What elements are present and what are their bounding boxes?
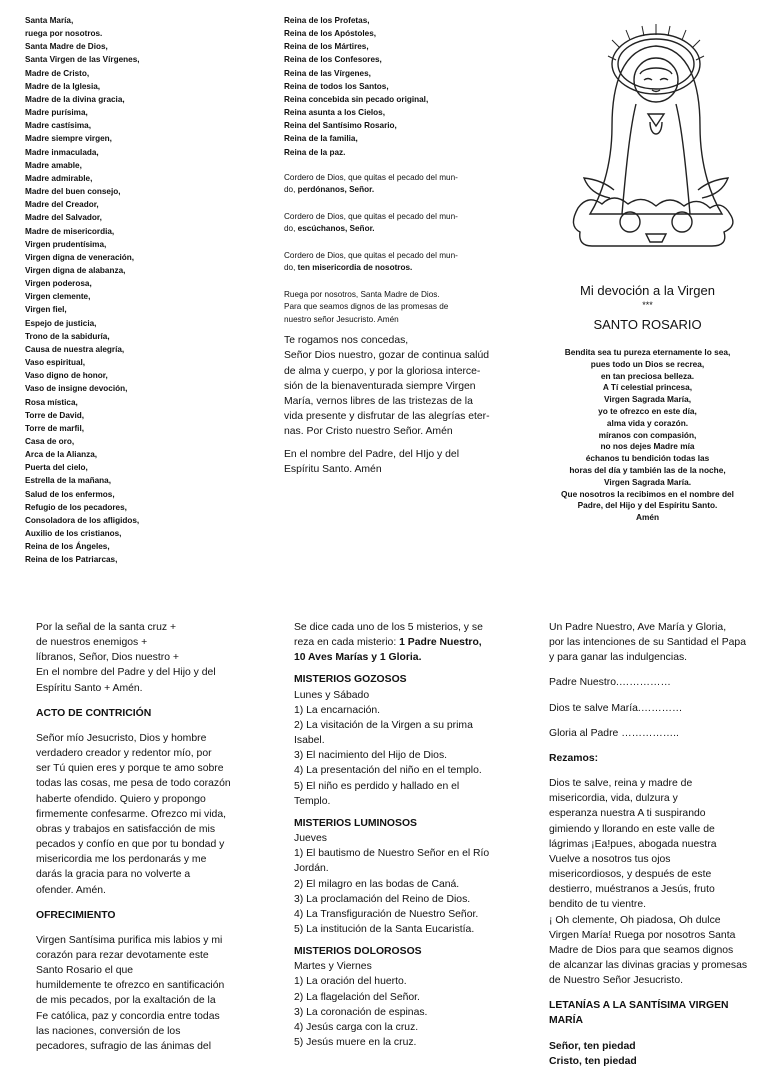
litany-line: Madre del Creador,	[25, 200, 99, 210]
letanias-title: LETANÍAS A LA SANTÍSIMA VIRGEN	[549, 1000, 729, 1012]
mystery-group-title: MISTERIOS LUMINOSOS	[294, 817, 417, 829]
litany-line: Reina de los Profetas,	[284, 16, 370, 25]
litany-line: Reina de los Confesores,	[284, 55, 382, 65]
litany-line: Madre admirable,	[25, 173, 93, 183]
litany-line: Virgen digna de veneración,	[25, 252, 135, 262]
cover-stars: ***	[642, 300, 653, 310]
mystery-item: 5) Jesús muere en la cruz.	[294, 1037, 417, 1049]
agnus-dei-invocation: Cordero de Dios, que quitas el pecado del mun- do, ten misericordia de nosotros.	[284, 250, 458, 273]
ofrecimiento-line: Santo Rosario el que	[36, 965, 134, 977]
salve-line: misericordia, vida, dulzura y	[549, 793, 678, 805]
litany-line: Reina de la paz.	[284, 147, 346, 157]
acto-line: verdadero creador y redentor mío, por	[36, 748, 212, 760]
ofrecimiento-line: corazón para rezar devotamente este	[36, 949, 209, 961]
litany-line: Reina de los Ángeles,	[25, 542, 110, 552]
litany-line: Madre del Salvador,	[25, 213, 102, 223]
litany-line: Estrella de la mañana,	[25, 476, 112, 486]
litany-line: Torre de David,	[25, 410, 84, 420]
intro-line: Se dice cada uno de los 5 misterios, y se	[294, 622, 483, 633]
cover-prayer-line: Bendita sea tu pureza eternamente lo sea,	[564, 347, 731, 357]
litany-line: Puerta del cielo,	[25, 463, 88, 473]
acto-line: ser Tú quien eres y porque te amo sobre	[36, 763, 224, 775]
litany-line: Consoladora de los afligidos,	[25, 515, 140, 525]
agnus-dei-invocation: Cordero de Dios, que quitas el pecado del mun- do, perdónanos, Señor.	[284, 172, 458, 195]
oremos-line: vida presente y disfrutar de las alegrías eter-	[284, 411, 490, 423]
mystery-item: 1) La encarnación.	[294, 704, 381, 716]
intro-line: 10 Aves Marías y 1 Gloria.	[294, 652, 422, 664]
senal-de-la-cruz	[36, 620, 246, 696]
mystery-item: 1) La oración del huerto.	[294, 976, 407, 988]
cover-section	[545, 282, 750, 524]
cristo-ten-piedad: Cristo, ten piedad	[549, 1055, 637, 1067]
litany-line: Virgen prudentísima,	[25, 239, 107, 249]
virgin-mary-illustration	[560, 18, 752, 258]
litany-column-2-section	[284, 14, 514, 477]
cover-prayer-line: yo te ofrezco en este día,	[598, 405, 697, 416]
salve-line: lágrimas ¡Ea!pues, abogada nuestra	[549, 838, 717, 850]
nombre-line: Espíritu Santo. Amén	[284, 463, 382, 475]
oremos-line: María, vernos libres de las tristezas de la	[284, 396, 473, 408]
rezamos-title: Rezamos:	[549, 752, 599, 764]
mystery-item: 4) La presentación del niño en el templo.	[294, 765, 482, 777]
intention-line: Un Padre Nuestro, Ave María y Gloria,	[549, 622, 727, 633]
salve-line: esperanza nuestra A ti suspirando	[549, 808, 706, 820]
litany-line: Madre amable,	[25, 160, 82, 170]
cover-prayer-line: míranos con compasión,	[598, 429, 697, 440]
oremos-line: Señor Dios nuestro, gozar de continua salúd	[284, 350, 490, 362]
cover-prayer-line: Virgen Sagrada María,	[604, 394, 691, 405]
letanias-title: MARÍA	[549, 1015, 584, 1027]
acto-line: darás la gracia para no volverte a	[36, 869, 191, 881]
ruega-line: Ruega por nosotros, Santa Madre de Dios.	[284, 289, 440, 299]
litany-line: Reina de los Mártires,	[284, 42, 369, 52]
gloria-line: Gloria al Padre ……………..	[549, 727, 679, 739]
mystery-item: 3) La proclamación del Reino de Dios.	[294, 893, 471, 905]
salve-line: Madre de Dios para que seamos dignos	[549, 944, 734, 956]
salve-line: Dios te salve, reina y madre de	[549, 778, 693, 790]
litany-line: Torre de marfil,	[25, 423, 84, 433]
oremos-line: sión de la bienaventurada siempre Virgen	[284, 380, 476, 392]
cover-prayer-line: no nos dejes Madre mía	[600, 441, 695, 452]
nombre-line: En el nombre del Padre, del HIjo y del	[284, 448, 460, 460]
cover-prayer-line: échanos tu bendición todas las	[585, 453, 710, 464]
mystery-days: Martes y Viernes	[294, 961, 372, 973]
litany-line: Virgen poderosa,	[25, 279, 92, 289]
cover-prayer-line: en tan preciosa belleza.	[600, 370, 695, 381]
ruega-line: nuestro señor Jesucristo. Amén	[284, 314, 399, 324]
bottom-middle-panel	[294, 620, 506, 1050]
litany-line: Madre de Cristo,	[25, 68, 90, 78]
mystery-item: 5) El niño es perdido y hallado en el	[294, 780, 460, 792]
acto-line: misericordia me los perdonarás y me	[36, 854, 207, 866]
mystery-group-title: MISTERIOS DOLOROSOS	[294, 946, 422, 958]
senal-line: líbranos, Señor, Dios nuestro +	[36, 652, 179, 664]
agnus-dei-block	[284, 172, 514, 289]
mysteries-list	[294, 665, 506, 1050]
mystery-item: 2) La visitación de la Virgen a su prima	[294, 719, 473, 731]
oremos-line: Te rogamos nos concedas,	[284, 335, 409, 347]
senal-line: Espíritu Santo + Amén.	[36, 682, 143, 694]
acto-line: obras y trabajos en satisfacción de mis	[36, 823, 216, 835]
cover-prayer-line: Virgen Sagrada María.	[604, 476, 691, 487]
cover-prayer-line: Padre, del Hijo y del Espíritu Santo.	[577, 500, 718, 511]
acto-line: todas las cosas, me pesa de todo corazón	[36, 778, 231, 790]
salve-text	[549, 776, 759, 988]
acto-line: ofender. Amén.	[36, 884, 106, 896]
litany-line: Reina del Santísimo Rosario,	[284, 121, 397, 131]
ruega-line: Para que seamos dignos de las promesas de	[284, 302, 449, 312]
bottom-left-panel	[36, 620, 246, 1054]
litany-line: Madre de la divina gracia,	[25, 94, 125, 104]
cover-prayer-line: Que nosotros la recibimos en el nombre del	[561, 488, 734, 499]
salve-line: Vuelve a nosotros tus ojos	[549, 853, 671, 865]
litany-line: Reina de todos los Santos,	[284, 81, 389, 91]
senal-line: En el nombre del Padre y del Hijo y del	[36, 667, 216, 679]
litany-line: Vaso de insigne devoción,	[25, 384, 128, 394]
bottom-right-panel	[549, 620, 759, 1069]
litany-line: Reina de los Patriarcas,	[25, 555, 118, 565]
ofrecimiento-line: humildemente te ofrezco en santificación	[36, 980, 225, 992]
litany-line: Madre siempre virgen,	[25, 134, 112, 144]
litany-line: Espejo de justicia,	[25, 318, 97, 328]
litany-line: Santa Virgen de las Vírgenes,	[25, 55, 140, 65]
litany-line: Virgen clemente,	[25, 292, 91, 302]
litany-line: Causa de nuestra alegría,	[25, 344, 125, 354]
oremos-line: nas. Por Cristo nuestro Señor. Amén	[284, 426, 453, 438]
mystery-item: Jordán.	[294, 863, 329, 875]
salve-line: misericordiosos, y después de este	[549, 869, 712, 881]
acto-de-contricion-text	[36, 731, 246, 898]
ofrecimiento-line: Fe católica, paz y concordia entre todas	[36, 1010, 220, 1022]
senal-line: de nuestros enemigos +	[36, 637, 148, 649]
ofrecimiento-line: las naciones, conversión de los	[36, 1025, 181, 1037]
mystery-item: 1) El bautismo de Nuestro Señor en el Río	[294, 848, 490, 860]
ruega-block	[284, 289, 514, 327]
cover-prayer-line: alma vida y corazón.	[606, 417, 689, 428]
litany-line: Madre purísima,	[25, 108, 88, 118]
cover-prayer-line: Amén	[635, 512, 660, 523]
litany-line: Trono de la sabiduría,	[25, 331, 110, 341]
litany-line: Madre castísima,	[25, 121, 91, 131]
salve-line: bendito de tu vientre.	[549, 899, 647, 911]
oremos-block	[284, 333, 514, 439]
mystery-item: 3) El nacimiento del Hijo de Dios.	[294, 750, 448, 762]
mystery-days: Lunes y Sábado	[294, 689, 370, 701]
cover-title: Mi devoción a la Virgen	[580, 283, 715, 298]
ave-maria-line: Dios te salve María.…………	[549, 702, 683, 714]
acto-line: pecados y confío en que por tu bondad y	[36, 839, 225, 851]
salve-line: de Nuestro Señor Jesucristo.	[549, 975, 683, 987]
agnus-dei-invocation: Cordero de Dios, que quitas el pecado del mun- do, escúchanos, Señor.	[284, 211, 458, 234]
papa-intention	[549, 620, 759, 665]
mystery-group-title: MISTERIOS GOZOSOS	[294, 674, 407, 686]
cover-prayer	[545, 347, 750, 524]
litany-column-2	[284, 14, 514, 159]
ofrecimiento-line: de mis pecados, por la exaltación de la	[36, 995, 216, 1007]
litany-line: Madre de la Iglesia,	[25, 81, 101, 91]
litany-line: Casa de oro,	[25, 437, 75, 446]
nombre-block	[284, 447, 514, 477]
litany-line: Reina de la familia,	[284, 134, 358, 144]
litany-line: Virgen digna de alabanza,	[25, 265, 126, 275]
mystery-item: 3) La coronación de espinas.	[294, 1006, 428, 1018]
litany-line: Vaso digno de honor,	[25, 371, 108, 381]
litany-line: Madre inmaculada,	[25, 147, 99, 157]
oremos-line: de alma y cuerpo, y por la gloriosa interce-	[284, 365, 481, 377]
mystery-days: Jueves	[294, 833, 327, 845]
misterios-intro	[294, 620, 506, 665]
acto-line: haberte ofendido. Quiero y propongo	[36, 793, 206, 805]
cover-prayer-line: horas del día y también las de la noche,	[569, 464, 726, 475]
litany-line: Reina concebida sin pecado original,	[284, 94, 429, 104]
mystery-item: 4) Jesús carga con la cruz.	[294, 1021, 419, 1033]
acto-line: firmemente confesarme. Ofrezco mi vida,	[36, 808, 226, 820]
senal-line: Por la señal de la santa cruz +	[36, 622, 177, 633]
litany-line: Madre del buen consejo,	[25, 187, 121, 197]
salve-line: de alcanzar las divinas gracias y promesas	[549, 959, 748, 971]
litany-line: Reina de las Vírgenes,	[284, 68, 371, 78]
mystery-item: 5) La institución de la Santa Eucaristía.	[294, 923, 475, 935]
mystery-item: Templo.	[294, 795, 331, 807]
ofrecimiento-title: OFRECIMIENTO	[36, 909, 116, 921]
cover-prayer-line: A Tí celestial princesa,	[602, 382, 693, 393]
salve-line: gimiendo y llorando en este valle de	[549, 823, 715, 835]
litany-line: Salud de los enfermos,	[25, 489, 115, 499]
ofrecimiento-line: pecadores, sufragio de las ánimas del	[36, 1040, 212, 1052]
litany-line: Arca de la Alianza,	[25, 450, 98, 460]
salve-line: Virgen María! Ruega por nosotros Santa	[549, 929, 736, 941]
litany-line: Reina de los Apóstoles,	[284, 29, 377, 39]
mystery-item: Isabel.	[294, 735, 325, 747]
litany-line: Santa María,	[25, 16, 74, 25]
litany-line: Auxilio de los cristianos,	[25, 529, 122, 539]
salve-line: destierro, muéstranos a Jesús, fruto	[549, 884, 715, 896]
intention-line: y para ganar las indulgencias.	[549, 652, 688, 664]
intention-line: por las intenciones de su Santidad el Papa	[549, 637, 746, 649]
intro-line: reza en cada misterio: 1 Padre Nuestro,	[294, 637, 482, 649]
litany-column-1	[25, 14, 255, 567]
litany-line: Madre de misericordia,	[25, 226, 115, 236]
acto-title: ACTO DE CONTRICIÓN	[36, 707, 152, 719]
litany-line: ruega por nosotros.	[25, 29, 103, 39]
litany-line: Reina asunta a los Cielos,	[284, 108, 386, 118]
ofrecimiento-line: Virgen Santísima purifica mis labios y mi	[36, 934, 223, 946]
padre-nuestro-line: Padre Nuestro.……………	[549, 677, 671, 689]
mystery-item: 2) El milagro en las bodas de Caná.	[294, 878, 460, 890]
litany-line: Vaso espiritual,	[25, 358, 86, 368]
cover-prayer-line: pues todo un Dios se recrea,	[590, 358, 705, 369]
litany-line: Refugio de los pecadores,	[25, 502, 127, 512]
litany-line: Rosa mística,	[25, 397, 78, 407]
cover-subtitle: SANTO ROSARIO	[593, 317, 702, 332]
mystery-item: 4) La Transfiguración de Nuestro Señor.	[294, 908, 479, 920]
senor-ten-piedad: Señor, ten piedad	[549, 1040, 636, 1052]
litany-line: Virgen fiel,	[25, 305, 67, 315]
acto-line: Señor mío Jesucristo, Dios y hombre	[36, 732, 207, 744]
mystery-item: 2) La flagelación del Señor.	[294, 991, 420, 1003]
litany-line: Santa Madre de Dios,	[25, 42, 108, 52]
ofrecimiento-text	[36, 933, 246, 1054]
salve-line: ¡ Oh clemente, Oh piadosa, Oh dulce	[549, 914, 721, 926]
